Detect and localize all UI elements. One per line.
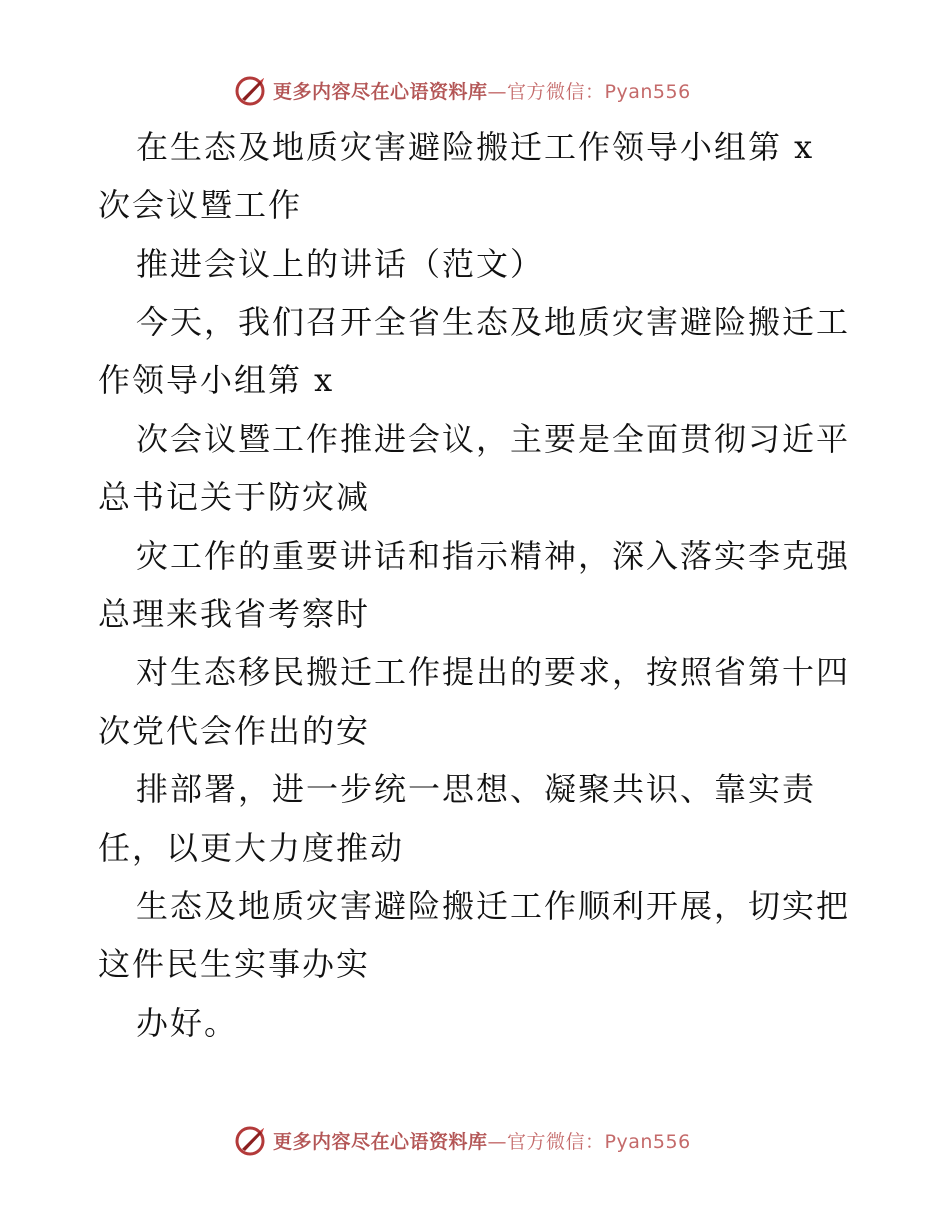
doc-line: 办好。 (136, 1004, 239, 1042)
watermark-text (273, 77, 691, 104)
doc-line: 灾工作的重要讲话和指示精神，深入落实李克强 (136, 537, 851, 575)
header-watermark (233, 70, 691, 110)
pen-logo-icon (233, 1122, 269, 1158)
watermark-sep: —官方微信： (487, 80, 605, 103)
watermark-main: 更多内容尽在心语资料库 (273, 1130, 488, 1153)
doc-line: 这件民生实事办实 (98, 945, 371, 983)
doc-line: 总理来我省考察时 (98, 595, 371, 633)
doc-line: 生态及地质灾害避险搬迁工作顺利开展，切实把 (136, 887, 851, 925)
watermark-id: Pyan556 (604, 80, 691, 103)
watermark-main: 更多内容尽在心语资料库 (273, 80, 488, 103)
watermark-sep: —官方微信： (487, 1130, 605, 1153)
doc-line: 作领导小组第 x (98, 361, 335, 399)
pen-logo-icon (233, 72, 269, 108)
doc-line: 推进会议上的讲话（范文） (136, 245, 545, 283)
doc-line: 总书记关于防灾减 (98, 478, 371, 516)
doc-line: 次会议暨工作 (98, 186, 303, 224)
footer-watermark (233, 1120, 691, 1160)
doc-line: 对生态移民搬迁工作提出的要求，按照省第十四 (136, 653, 851, 691)
doc-line: 次会议暨工作推进会议，主要是全面贯彻习近平 (136, 420, 851, 458)
doc-line: 在生态及地质灾害避险搬迁工作领导小组第 x (136, 128, 815, 166)
watermark-text (273, 1127, 691, 1154)
watermark-id: Pyan556 (604, 1130, 691, 1153)
doc-line: 排部署，进一步统一思想、凝聚共识、靠实责 (136, 770, 817, 808)
doc-line: 任，以更大力度推动 (98, 829, 405, 867)
doc-line: 今天，我们召开全省生态及地质灾害避险搬迁工 (136, 303, 851, 341)
doc-line: 次党代会作出的安 (98, 712, 371, 750)
